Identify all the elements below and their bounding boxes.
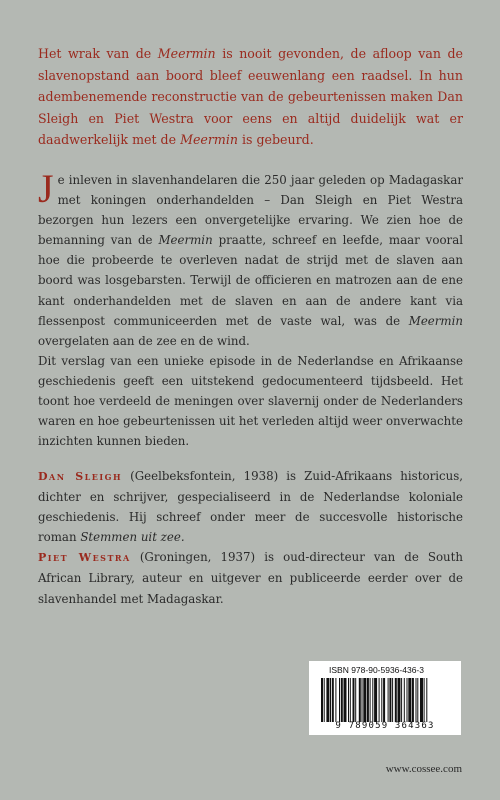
intro-text: is nooit gevonden, de afloop van de slavenopstand aan boord bleef eeuwenlang een raadsel. In hun adembenemende reconstructie van de gebeurtenissen maken Dan Sleigh en Piet Westra voor eens en altijd duidelijk wat er daadwerkelijk met de (38, 46, 463, 147)
author-bio (38, 547, 463, 608)
barcode-digits: 9 789059 364363 (335, 721, 435, 731)
description-paragraph: Dit verslag van een unieke episode in de Nederlandse en Afrikaanse geschiedenis geeft een uitstekend gedocumenteerd tijdsbeeld. Het toont hoe verdeeld de meningen over slavernij onder de Nederlanders waren en hoe gebeurtenissen uit het verleden altijd weer onverwachte inzichten kunnen bieden. (38, 353, 463, 449)
author-name: Piet Westra (38, 551, 131, 565)
bio-text: (Groningen, 1937) is oud-directeur van de South African Library, auteur en uitgever en publiceerde eerder over de slavenhandel met Madagaskar. (38, 550, 463, 606)
intro-text: Het wrak van de (38, 46, 158, 61)
description-body (38, 166, 464, 451)
paragraph-text: praatte, schreef en leefde, maar vooral hoe die probeerde te overleven nadat de strijd met de slaven aan boord was losgebarsten. Terwijl de officieren en matrozen aan de ene kant onderhandelden met de slaven en aan de andere kant via flessenpost communiceerden met de vaste wal, was de (38, 233, 464, 328)
author-bio (38, 466, 463, 547)
publisher-website: www.cossee.com (385, 763, 462, 775)
paragraph-text: overgelaten aan de zee en de wind. (38, 333, 250, 348)
description-paragraph (38, 166, 464, 351)
intro-text: is gebeurd. (237, 132, 314, 147)
author-bios (38, 466, 463, 609)
ship-name: Meermin (408, 313, 463, 328)
paragraph-text: e inleven in slavenhandelaren die 250 jaar geleden op Madagaskar met koningen onderhandelden – Dan Sleigh en Piet Westra bezorgen hun lezers een onvergetelijke ervaring. We zien hoe de bemanning van de (38, 173, 463, 248)
ship-name: Meermin (157, 46, 216, 61)
isbn-label: ISBN 978-90-5936-436-3 (329, 665, 424, 675)
barcode-icon (317, 678, 453, 722)
intro-blurb (38, 43, 463, 151)
book-title: Stemmen uit zee. (80, 530, 185, 545)
author-name: Dan Sleigh (38, 470, 123, 483)
drop-cap: J (38, 166, 54, 211)
ship-name: Meermin (180, 132, 238, 147)
ship-name: Meermin (158, 233, 213, 248)
barcode-panel (309, 661, 461, 735)
bio-text: (Geelbeksfontein, 1938) is Zuid-Afrikaans historicus, dichter en schrijver, gespecialiseerd in de Nederlandse koloniale geschiedenis. Hij schreef onder meer de succesvolle historische roman (38, 469, 464, 545)
